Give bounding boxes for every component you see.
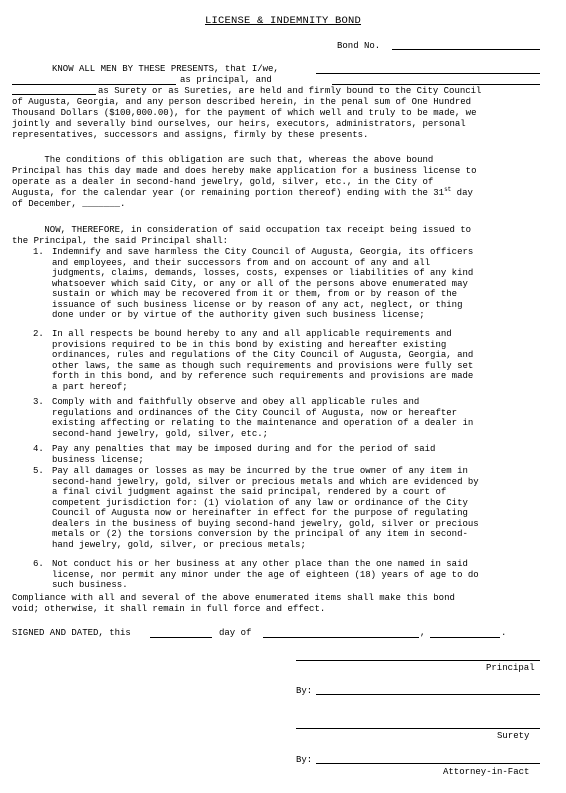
- intro-line-3: as Surety or as Sureties, are held and firmly bound to the City Council: [98, 86, 482, 96]
- signed-comma: ,: [420, 628, 426, 638]
- signed-label: SIGNED AND DATED, this: [12, 628, 131, 638]
- principal-name-field-2[interactable]: [12, 84, 176, 85]
- bond-no-label: Bond No.: [337, 41, 381, 51]
- document-title: LICENSE & INDEMNITY BOND: [204, 15, 362, 27]
- surety-name-field-2[interactable]: [12, 94, 96, 95]
- surety-name-field[interactable]: [332, 84, 540, 85]
- surety-label: Surety: [497, 731, 530, 741]
- signed-month-field[interactable]: [263, 637, 419, 638]
- surety-by-line[interactable]: [316, 763, 540, 764]
- signed-day-field[interactable]: [150, 637, 212, 638]
- intro-line-5: Thousand Dollars ($100,000.00), for the payment of which well and truly to be made, we: [12, 108, 477, 118]
- item-1-number: 1.: [33, 247, 44, 257]
- item-3-number: 3.: [33, 397, 44, 407]
- intro-line-4: of Augusta, Georgia, and any person described herein, in the penal sum of One Hundred: [12, 97, 472, 107]
- attorney-in-fact-label: Attorney-in-Fact: [443, 767, 530, 777]
- item-5-number: 5.: [33, 466, 44, 476]
- item-2-number: 2.: [33, 329, 44, 339]
- by-label-2: By:: [296, 755, 313, 765]
- intro-line-1: KNOW ALL MEN BY THESE PRESENTS, that I/we,: [52, 64, 279, 74]
- principal-by-line[interactable]: [316, 694, 540, 695]
- conditions-line-3: operate as a dealer in second-hand jewelry, gold, silver, etc., in the City of: [12, 177, 434, 187]
- item-3-text: Comply with and faithfully observe and obey all applicable rules and regulations and ordinances of the City Council of Augusta, now or hereafter existing affecting or relating to the maintenance and operation of a dealer in second-hand jewelry, gold, silver, etc.;: [52, 397, 474, 439]
- principal-name-field[interactable]: [316, 73, 540, 74]
- intro-line-2: as principal, and: [180, 75, 272, 85]
- principal-label: Principal: [486, 663, 535, 673]
- surety-signature-line[interactable]: [296, 728, 540, 729]
- bond-no-field[interactable]: [392, 49, 540, 50]
- conditions-line-2: Principal has this day made and does hereby make application for a business license to: [12, 166, 477, 176]
- conditions-line-4-end: day: [451, 188, 473, 198]
- principal-signature-line[interactable]: [296, 660, 540, 661]
- conditions-line-4: [12, 188, 473, 199]
- conditions-line-5: of December, _______.: [12, 199, 126, 209]
- signed-year-field[interactable]: [430, 637, 500, 638]
- item-5-text: Pay all damages or losses as may be incurred by the true owner of any item in second-hand jewelry, gold, silver or precious metals and which are evidenced by a final civil judgment against the said principal, rendered by a court of competent jurisdiction for: (1) violation of any law or ordinance of the City Council of Augusta now or hereinafter in effect for the purpose of regulating dealers in the business of buying second-hand jewelry, gold, silver or precious metals or (2) the torsions conversion by the principal of any item in second- hand jewelry, gold, silver, or precious metals;: [52, 466, 479, 550]
- item-6-number: 6.: [33, 559, 44, 569]
- day-of-label: day of: [219, 628, 252, 638]
- item-4-number: 4.: [33, 444, 44, 454]
- intro-line-7: representatives, successors and assigns, firmly by these presents.: [12, 130, 369, 140]
- item-1-text: Indemnify and save harmless the City Council of Augusta, Georgia, its officers and employees, and their successors from and on account of any and all judgments, claims, demands, losses, costs, expenses or liabilities of any kind whatsoever which said City, or any or all of the persons above enumerated may sustain or which may be recovered from it or them, from or by reason of the issuance of such business license or by reason of any act, neglect, or thing done under or by virtue of the authority given such business license;: [52, 247, 474, 320]
- now-therefore-line-1: NOW, THEREFORE, in consideration of said occupation tax receipt being issued to: [12, 225, 472, 235]
- signed-period: .: [501, 628, 507, 638]
- conditions-line-4-text: Augusta, for the calendar year (or remaining portion thereof) ending with the 31: [12, 188, 445, 198]
- item-4-text: Pay any penalties that may be imposed during and for the period of said business license;: [52, 444, 436, 465]
- item-6-text: Not conduct his or her business at any other place than the one named in said license, nor permit any minor under the age of eighteen (18) years of age to do such business.: [52, 559, 479, 590]
- conditions-superscript: st: [444, 186, 452, 193]
- now-therefore-line-2: the Principal, the said Principal shall:: [12, 236, 229, 246]
- item-2-text: In all respects be bound hereby to any and all applicable requirements and provisions required to be in this bond by existing and hereafter existing ordinances, rules and regulations of the City Council of Augusta, Georgia, and other laws, the same as though such requirements and provisions were fully set forth in this bond, and by reference such requirements and provisions are made a part hereof;: [52, 329, 474, 392]
- intro-line-6: jointly and severally bind ourselves, our heirs, executors, administrators, personal: [12, 119, 466, 129]
- compliance-text: Compliance with all and several of the above enumerated items shall make this bond void; otherwise, it shall remain in full force and effect.: [12, 593, 455, 614]
- by-label-1: By:: [296, 686, 313, 696]
- conditions-line-1: The conditions of this obligation are such that, whereas the above bound: [12, 155, 434, 165]
